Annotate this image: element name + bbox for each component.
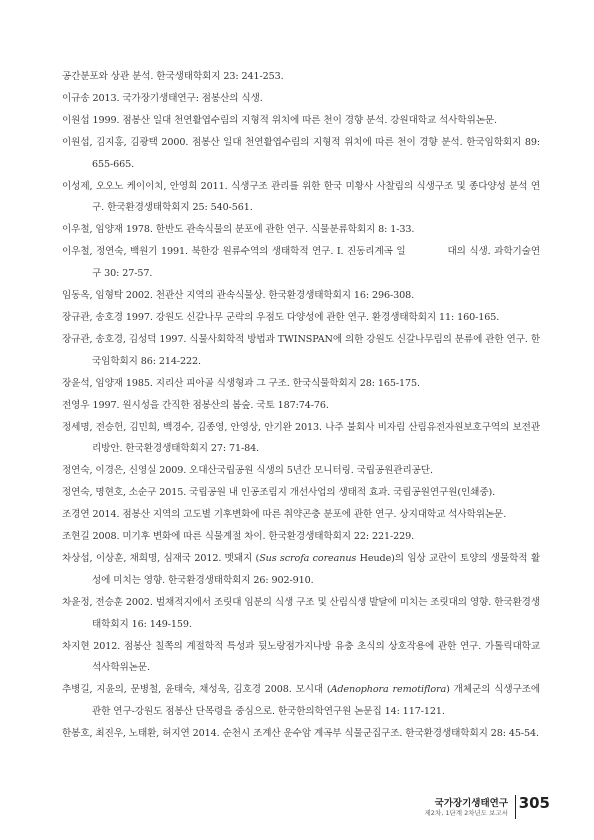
reference-text: 2013. 국가장기생태연구: 점봉산의 식생. xyxy=(89,92,263,104)
reference-entry xyxy=(62,526,540,548)
page-number: 305 xyxy=(518,794,550,812)
species-name: Sus scrofa coreanus xyxy=(259,552,357,564)
reference-text: 1991. 북한강 원류수역의 생태학적 연구. I. 진동리계곡 일 xyxy=(157,246,406,258)
reference-text: 2009. 오대산국립공원 식생의 5년간 모니터링. 국립공원관리공단. xyxy=(156,465,433,477)
reference-authors: 차윤정, 전승훈 xyxy=(62,596,123,608)
reference-text: 1997. 원시성을 간직한 점봉산의 봄숲. 국토 187:74-76. xyxy=(89,399,329,411)
reference-entry xyxy=(62,723,540,745)
reference-entry xyxy=(62,482,540,504)
reference-authors: 이원섭 xyxy=(62,114,90,126)
reference-authors: 정연숙, 이경은, 신영실 xyxy=(62,465,157,477)
reference-entry xyxy=(62,329,540,373)
reference-authors: 정연숙, 명현호, 소순구 xyxy=(62,487,157,499)
reference-authors: 장윤석, 임양재 xyxy=(62,377,123,389)
reference-entry xyxy=(62,504,540,526)
reference-text: 2015. 국립공원 내 인공조림지 개선사업의 생태적 효과. 국립공원연구원(인쇄중). xyxy=(156,487,496,499)
reference-authors: 정세명, 전승헌, 김민희, 백경수, 김종영, 안영상, 안기완 xyxy=(62,421,292,433)
reference-authors: 이우철, 정연숙, 백원기 xyxy=(62,246,158,258)
reference-authors: 장규관, 송호경, 김성덕 xyxy=(62,333,157,345)
reference-text: 2014. 점봉산 지역의 고도별 기후변화에 따른 취약곤충 분포에 관한 연구. 상지대학교 석사학위논문. xyxy=(89,509,507,521)
reference-entry xyxy=(62,395,540,417)
reference-entry xyxy=(62,285,540,307)
reference-text: 대의 식생. 과학기술연구 30: 27-57. xyxy=(92,246,540,280)
reference-text: 2008. 모시대 ( xyxy=(260,684,331,696)
reference-entry xyxy=(62,241,540,285)
page-footer xyxy=(372,794,572,824)
footer-subtitle: 제2차, 1단계 2차년도 보고서 xyxy=(424,809,508,817)
reference-authors: 한봉호, 최진우, 노태환, 허지연 xyxy=(62,728,190,740)
reference-entry xyxy=(62,307,540,329)
reference-entry xyxy=(62,636,540,680)
reference-text: 1985. 지리산 피아골 식생형과 그 구조. 한국식물학회지 28: 165-175. xyxy=(122,377,420,389)
reference-authors: 전영우 xyxy=(62,399,90,411)
reference-text: 2008. 미기후 변화에 따른 식물계절 차이. 한국환경생태학회지 22: 221-229. xyxy=(89,531,415,543)
reference-text: 2013. 나주 불회사 비자림 산림유전자원보호구역의 보전관리방안. 한국환경생태학회지 27: 71-84. xyxy=(92,421,540,455)
reference-text: 2002. 천관산 지역의 관속식물상. 한국환경생태학회지 16: 296-308. xyxy=(122,290,415,302)
reference-entry xyxy=(62,548,540,592)
reference-text: 1978. 한반도 관속식물의 분포에 관한 연구. 식물분류학회지 8: 1-33. xyxy=(122,224,415,236)
reference-authors: 추병길, 지윤의, 문병철, 윤태숙, 채성욱, 김호경 xyxy=(62,684,261,696)
reference-text: 2014. 순천시 조계산 운수암 계곡부 식물군집구조. 한국환경생태학회지 28: 45-54. xyxy=(189,728,539,740)
reference-authors: 차지현 xyxy=(62,640,90,652)
reference-authors: 이우철, 임양재 xyxy=(62,224,123,236)
reference-text: Heude)의 임상 교란이 토양의 생물학적 활성에 미치는 영향. 한국환경생태학회지 26: 902-910. xyxy=(92,552,540,586)
reference-entry xyxy=(62,373,540,395)
reference-authors: 조현길 xyxy=(62,531,90,543)
footer-brand: 국가장기생태연구 xyxy=(434,798,508,809)
reference-entry xyxy=(62,219,540,241)
reference-authors: 조경연 xyxy=(62,509,90,521)
reference-authors: 장규관, 송호경 xyxy=(62,311,123,323)
reference-entry xyxy=(62,110,540,132)
reference-entry xyxy=(62,460,540,482)
reference-authors: 차상섭, 이상훈, 채희명, 심재국 xyxy=(62,552,191,564)
reference-text: 2012. 멧돼지 ( xyxy=(190,552,260,564)
reference-entry xyxy=(62,592,540,636)
reference-text: 1997. 식물사회학적 방법과 TWINSPAN에 의한 강원도 신갈나무림의 분류에 관한 연구. 한국임학회지 86: 214-222. xyxy=(92,333,540,367)
species-name: Adenophora remotiflora xyxy=(330,684,447,696)
reference-text: ) 개체군의 식생구조에 관한 연구-강원도 점봉산 단목령을 중심으로. 한국한의학연구원 논문집 14: 117-121. xyxy=(92,684,540,718)
reference-text: 공간분포와 상관 분석. 한국생태학회지 23: 241-253. xyxy=(62,71,284,82)
reference-entry xyxy=(62,88,540,110)
reference-text: 2011. 식생구조 관리를 위한 한국 미황사 사찰림의 식생구조 및 종다양성 분석 연구. 한국환경생태학회지 25: 540-561. xyxy=(92,180,540,214)
reference-entry xyxy=(62,132,540,176)
reference-list xyxy=(62,66,540,745)
reference-text: 2000. 점봉산 일대 천연활엽수림의 지형적 위치에 따른 천이 경향 분석. 한국임학회지 89: 655-665. xyxy=(92,136,540,170)
reference-text: 2002. 벌채적지에서 조릿대 임분의 식생 구조 및 산림식생 발달에 미치는 조릿대의 영향. 한국환경생태학회지 16: 149-159. xyxy=(92,596,540,630)
reference-text: 1999. 점봉산 일대 천연활엽수림의 지형적 위치에 따른 천이 경향 분석. 강원대학교 석사학위논문. xyxy=(89,114,497,126)
reference-entry xyxy=(62,66,540,88)
reference-authors: 이원섭, 김지홍, 김광택 xyxy=(62,136,158,148)
footer-divider xyxy=(515,795,517,819)
reference-text: 2012. 점봉산 칠쪽의 계절학적 특성과 뒷노랑점가지나방 유충 초식의 상호작용에 관한 연구. 가톨릭대학교 석사학위논문. xyxy=(89,640,540,674)
reference-authors: 임동옥, 임형탁 xyxy=(62,290,123,302)
reference-entry xyxy=(62,417,540,461)
reference-entry xyxy=(62,176,540,220)
reference-authors: 이성제, 오오노 케이이치, 안영희 xyxy=(62,180,198,192)
reference-entry xyxy=(62,679,540,723)
reference-text: 1997. 강원도 신갈나무 군락의 우점도 다양성에 관한 연구. 환경생태학회지 11: 160-165. xyxy=(122,311,500,323)
reference-authors: 이규송 xyxy=(62,92,90,104)
